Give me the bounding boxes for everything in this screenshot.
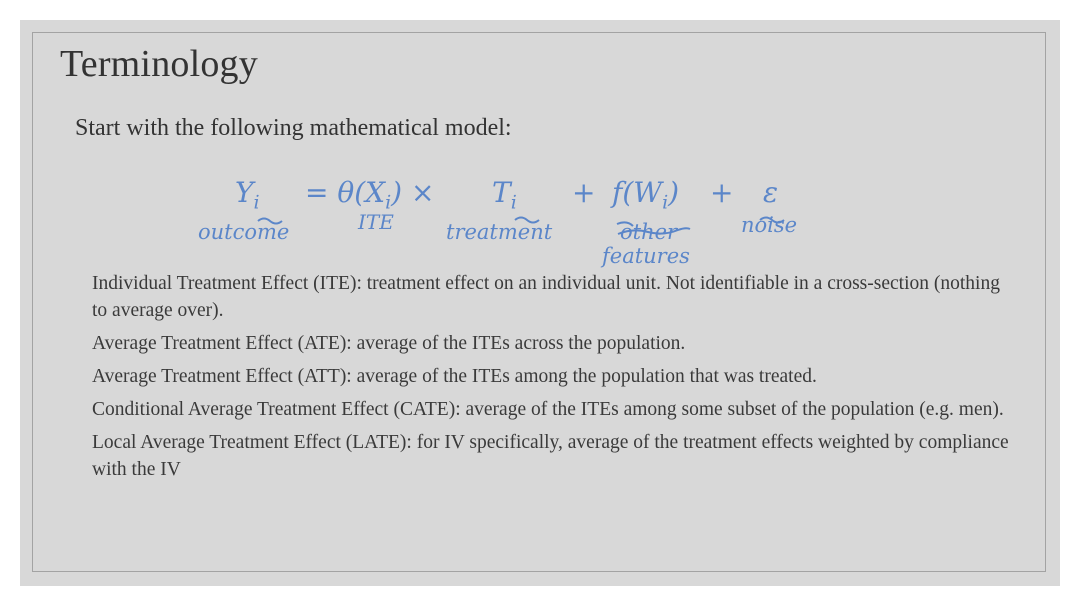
plus-sign: + bbox=[572, 176, 596, 209]
scribble-mark bbox=[258, 219, 282, 224]
treatment-label: treatment bbox=[446, 220, 553, 244]
features-label: features bbox=[602, 244, 690, 268]
definition-ate: Average Treatment Effect (ATE): average of the ITEs across the population. bbox=[92, 333, 686, 354]
definition-ite: Individual Treatment Effect (ITE): treatment effect on an individual unit. Not identifiable in a cross-section (nothing to average over). bbox=[92, 273, 1000, 321]
ite-label: ITE bbox=[358, 210, 394, 234]
definition-att: Average Treatment Effect (ATT): average of the ITEs among the population that was treated. bbox=[92, 366, 817, 387]
scribble-mark bbox=[760, 218, 784, 223]
definitions-list bbox=[92, 270, 1012, 489]
slide bbox=[20, 20, 1060, 586]
slide-title: Terminology bbox=[60, 43, 258, 85]
outcome-label: outcome bbox=[198, 220, 290, 244]
noise-label: noise bbox=[741, 213, 798, 237]
outcome-symbol: $Y_i$ bbox=[235, 176, 260, 214]
scribble-mark bbox=[618, 228, 690, 234]
f-term: $f(W_i)$ bbox=[612, 176, 680, 214]
plus-sign: + bbox=[710, 176, 734, 209]
definition-cate: Conditional Average Treatment Effect (CATE): average of the ITEs among some subset of the population (e.g. men). bbox=[92, 399, 1004, 420]
other-label: other bbox=[620, 220, 678, 244]
intro-text: Start with the following mathematical model: bbox=[75, 115, 512, 141]
noise-symbol: ε bbox=[763, 176, 779, 209]
theta-term: = $\theta(X_i)$ × bbox=[305, 176, 435, 214]
scribble-mark bbox=[617, 222, 633, 226]
treatment-symbol: $T_i$ bbox=[492, 176, 517, 214]
definition-late: Local Average Treatment Effect (LATE): for IV specifically, average of the treatment effects weighted by compliance with the IV bbox=[92, 432, 1009, 480]
scribble-mark bbox=[515, 218, 539, 223]
